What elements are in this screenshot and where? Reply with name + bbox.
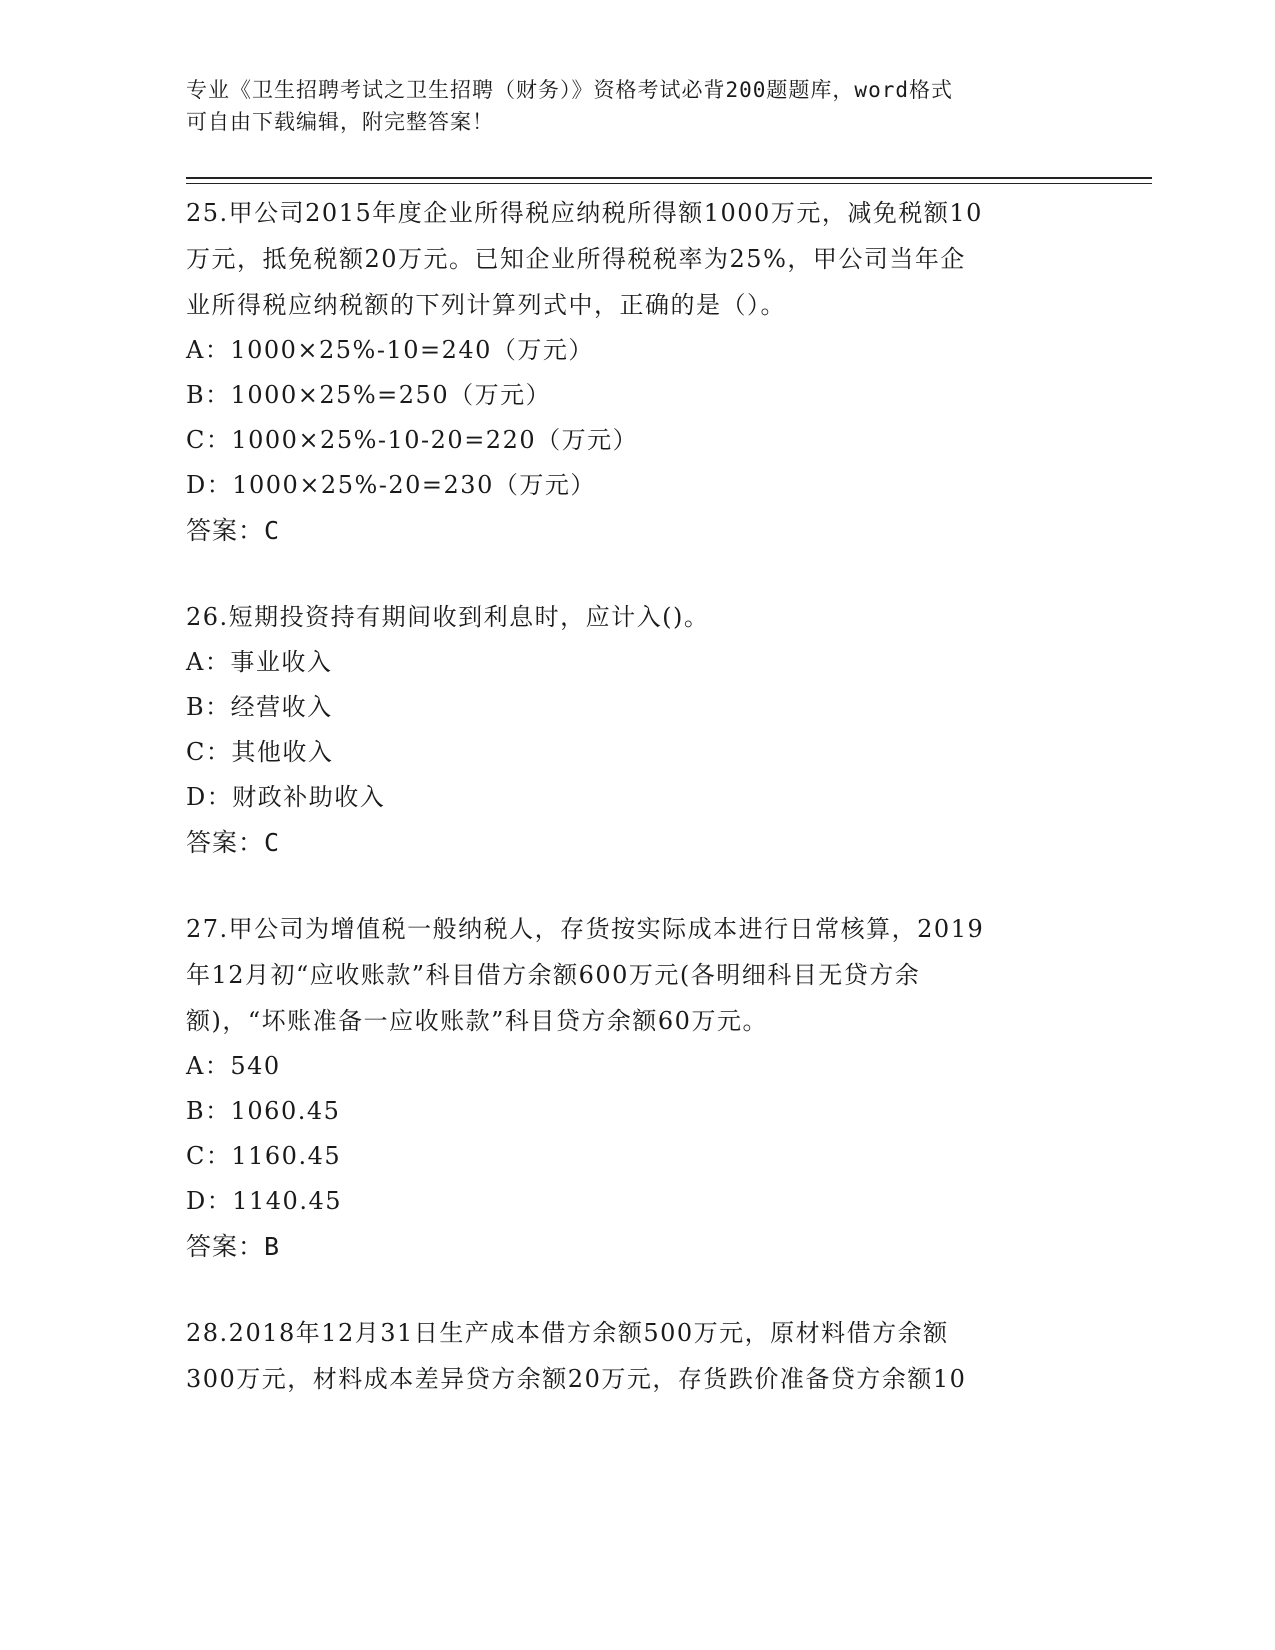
- option-b: B：1060.45: [186, 1097, 341, 1125]
- option-c: C：1160.45: [186, 1142, 342, 1170]
- option-d: D：1000×25%-20=230（万元）: [186, 471, 596, 499]
- question-text-line: 年12月初“应收账款”科目借方余额600万元(各明细科目无贷方余: [186, 961, 921, 989]
- question-list: [186, 190, 1086, 1402]
- header-line-2: 可自由下载编辑，附完整答案！: [186, 110, 494, 134]
- answer-text: 答案：B: [186, 1232, 281, 1261]
- question-text-line: 26.短期投资持有期间收到利息时，应计入()。: [186, 603, 710, 631]
- question-28: [186, 1310, 1086, 1402]
- option-c: C：1000×25%-10-20=220（万元）: [186, 426, 639, 454]
- header-line-1: 专业《卫生招聘考试之卫生招聘（财务）》资格考试必背200题题库，word格式: [186, 78, 953, 102]
- option-a: A：1000×25%-10=240（万元）: [186, 336, 594, 364]
- option-b: B：1000×25%=250（万元）: [186, 381, 552, 409]
- question-text-line: 25.甲公司2015年度企业所得税应纳税所得额1000万元，减免税额10: [186, 199, 983, 227]
- question-text-line: 28.2018年12月31日生产成本借方余额500万元，原材料借方余额: [186, 1319, 949, 1347]
- option-a: A：540: [186, 1052, 281, 1080]
- header-divider-thin: [186, 183, 1152, 184]
- answer-text: 答案：C: [186, 828, 281, 857]
- question-text-line: 27.甲公司为增值税一般纳税人，存货按实际成本进行日常核算，2019: [186, 915, 985, 943]
- option-a: A：事业收入: [186, 648, 333, 676]
- question-text-line: 万元，抵免税额20万元。已知企业所得税税率为25%，甲公司当年企: [186, 245, 966, 273]
- answer-text: 答案：C: [186, 516, 281, 545]
- question-25: [186, 190, 1086, 554]
- option-c: C：其他收入: [186, 738, 334, 766]
- header-divider-thick: [186, 177, 1152, 179]
- option-d: D：财政补助收入: [186, 783, 386, 811]
- question-text-line: 业所得税应纳税额的下列计算列式中，正确的是（）。: [186, 291, 786, 319]
- question-text-line: 300万元，材料成本差异贷方余额20万元，存货跌价准备贷方余额10: [186, 1365, 967, 1393]
- question-text-line: 额)，“坏账准备一应收账款”科目贷方余额60万元。: [186, 1007, 768, 1035]
- option-d: D：1140.45: [186, 1187, 342, 1215]
- question-27: [186, 906, 1086, 1270]
- question-26: [186, 594, 1086, 866]
- document-header: [186, 74, 1066, 138]
- option-b: B：经营收入: [186, 693, 333, 721]
